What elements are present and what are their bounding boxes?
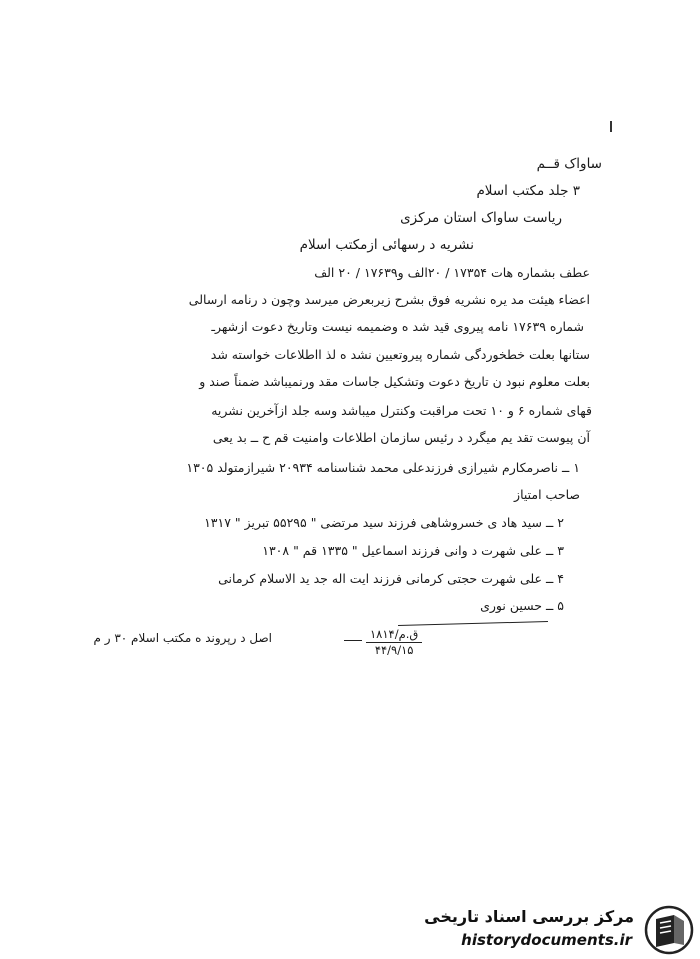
margin-mark [610, 121, 612, 132]
reference-date: ۴۴/۹/۱۵ [374, 643, 414, 657]
member-item: ۵ ــ حسین نوری [480, 598, 564, 613]
watermark-url: historydocuments.ir [461, 931, 632, 949]
signature-underline [398, 621, 548, 626]
reference-number: ۱۸۱۴/ق.م [366, 628, 422, 643]
sender-org: ساواک قــم [536, 156, 602, 172]
subject-reference: ۳ جلد مکتب اسلام [476, 183, 580, 199]
body-line: ستانها بعلت خطخوردگی شماره پیروتعیین نشد ه لذ ااطلاعات خواسته شد [210, 347, 590, 362]
body-line: اعضاء هیئت مد یره نشریه فوق بشرح زیربعرض میرسد وچون د رنامه ارسالی [188, 292, 590, 307]
body-line: بعلت معلوم نبود ن تاریخ دعوت وتشکیل جاسات مقد ورنمیباشد ضمناً صند و [199, 374, 590, 389]
archive-logo-icon [644, 905, 694, 955]
body-line: عطف بشماره هات ۱۷۳۵۴ / ۲۰الف و۱۷۶۳۹ / ۲۰ الف [314, 265, 590, 280]
reference-number-block [366, 628, 422, 657]
member-item: ۲ ــ سید هاد ی خسروشاهی فرزند سید مرتضی " ۵۵۲۹۵ تبریز " ۱۳۱۷ [204, 515, 564, 530]
archive-note: اصل د رپروند ه مکتب اسلام ۳۰ ر م [93, 631, 272, 645]
reference-dash [344, 640, 362, 641]
topic: نشریه د رسهائی ازمکتب اسلام [299, 237, 474, 253]
watermark [400, 899, 700, 959]
body-line: آن پیوست تقد یم میگرد د رئیس سازمان اطلاعات وامنیت قم ح ــ بد یعی [212, 430, 590, 445]
body-line: شماره ۱۷۶۳۹ نامه پیروی قید شد ه وضمیمه نیست وتاریخ دعوت ازشهرـ [211, 319, 584, 334]
member-item: ۱ ــ ناصرمکارم شیرازی فرزندعلی محمد شناسنامه ۲۰۹۳۴ شیرازمتولد ۱۳۰۵ [186, 460, 580, 475]
member-item: ۴ ــ علی شهرت حجتی کرمانی فرزند ایت اله جد ید الاسلام کرمانی [218, 571, 564, 586]
watermark-title: مرکز بررسی اسناد تاریخی [424, 907, 634, 926]
body-line: قهای شماره ۶ و ۱۰ تحت مراقبت وکنترل میباشد وسه جلد ازآخرین نشریه [211, 403, 592, 418]
member-role: صاحب امتیاز [514, 487, 580, 502]
recipient: ریاست ساواک استان مرکزی [400, 210, 562, 226]
member-item: ۳ ــ علی شهرت د وانی فرزند اسماعیل " ۱۳۳۵ قم " ۱۳۰۸ [262, 543, 564, 558]
